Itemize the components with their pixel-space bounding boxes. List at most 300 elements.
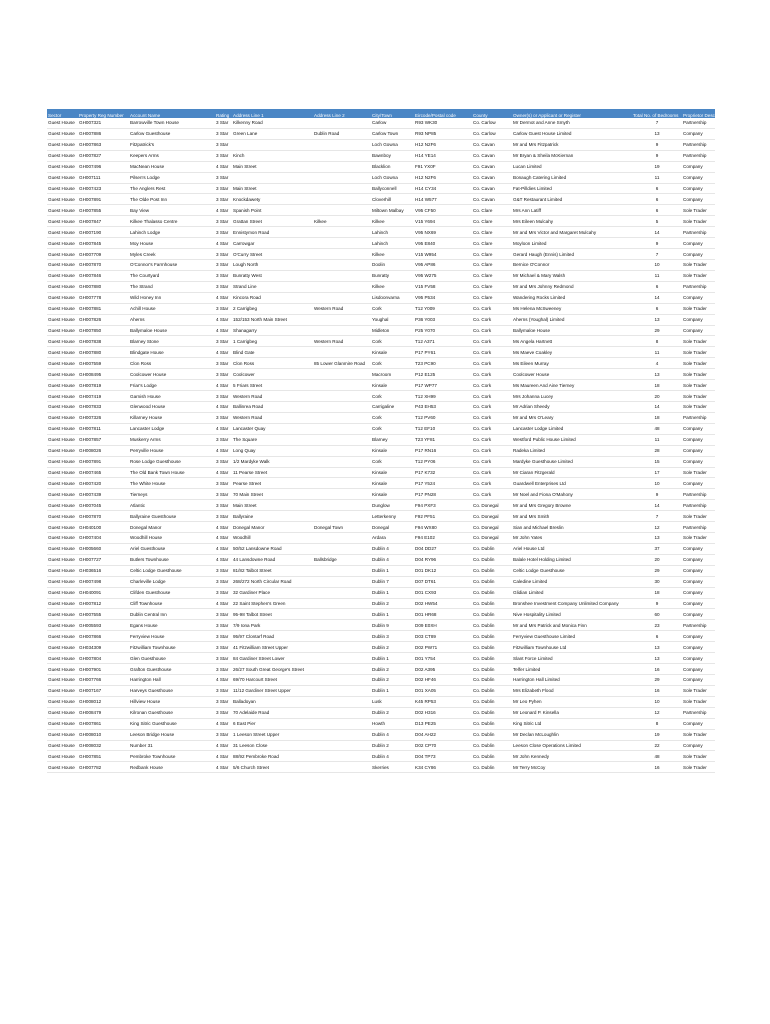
column-header-rating[interactable]: Rating <box>215 109 232 118</box>
table-row[interactable] <box>47 729 715 740</box>
table-row[interactable] <box>47 522 715 533</box>
cell-address-line-2 <box>313 434 371 445</box>
table-row[interactable] <box>47 631 715 642</box>
cell-address-line-2 <box>313 664 371 675</box>
cell-rating: 3 Star <box>215 150 232 161</box>
cell-proprietor-description: Partnership <box>682 500 715 511</box>
cell-account-name: Myles Creek <box>129 249 215 260</box>
cell-eircode-postal-code: D02 PW71 <box>414 642 472 653</box>
cell-total-no-of-bedrooms: 13 <box>632 128 682 139</box>
cell-account-name: The Strand <box>129 281 215 292</box>
cell-address-line-1: Ennistymon Road <box>232 227 313 238</box>
column-header-address-line-1[interactable]: Address Line 1 <box>232 109 313 118</box>
table-row[interactable] <box>47 194 715 205</box>
cell-county: Co. Dublin <box>472 653 512 664</box>
table-row[interactable] <box>47 139 715 150</box>
cell-address-line-2 <box>313 270 371 281</box>
cell-county: Co. Cork <box>472 369 512 380</box>
cell-owner-s-or-applicant-or-register: Mr and Mrs O'Leary <box>512 412 632 423</box>
cell-proprietor-description: Sole Trader <box>682 270 715 281</box>
cell-city-town: Dublin 9 <box>371 620 414 631</box>
cell-proprietor-description: Company <box>682 653 715 664</box>
cell-sector: Guest House <box>47 565 78 576</box>
cell-sector: Guest House <box>47 631 78 642</box>
cell-total-no-of-bedrooms: 14 <box>632 500 682 511</box>
cell-county: Co. Dublin <box>472 696 512 707</box>
cell-total-no-of-bedrooms: 11 <box>632 434 682 445</box>
cell-owner-s-or-applicant-or-register: Mr and Mrs Johnny Redmond <box>512 281 632 292</box>
cell-proprietor-description: Sole Trader <box>682 685 715 696</box>
table-row[interactable] <box>47 675 715 686</box>
table-row[interactable] <box>47 696 715 707</box>
cell-owner-s-or-applicant-or-register: Ms Helena McSweeney <box>512 303 632 314</box>
cell-account-name: Donegal Manor <box>129 522 215 533</box>
table-row[interactable] <box>47 685 715 696</box>
cell-rating: 3 Star <box>215 194 232 205</box>
cell-owner-s-or-applicant-or-register: Mrs Eileen Mulcahy <box>512 216 632 227</box>
table-row[interactable] <box>47 401 715 412</box>
cell-account-name: Ballyraine Guesthouse <box>129 511 215 522</box>
cell-property-reg-number: GH007881 <box>78 303 129 314</box>
cell-owner-s-or-applicant-or-register: Ferryview Guesthouse Limited <box>512 631 632 642</box>
cell-property-reg-number: GH007826 <box>78 314 129 325</box>
cell-total-no-of-bedrooms: 6 <box>632 281 682 292</box>
table-row[interactable] <box>47 762 715 773</box>
table-row[interactable] <box>47 434 715 445</box>
table-row[interactable] <box>47 227 715 238</box>
cell-address-line-1: 11/12 Gardiner Street Upper <box>232 685 313 696</box>
cell-total-no-of-bedrooms: 14 <box>632 227 682 238</box>
cell-proprietor-description: Partnership <box>682 281 715 292</box>
cell-account-name: The Olde Post Inn <box>129 194 215 205</box>
cell-property-reg-number: GH007419 <box>78 391 129 402</box>
cell-property-reg-number: GH007891 <box>78 456 129 467</box>
cell-county: Co. Clare <box>472 292 512 303</box>
cell-rating: 4 Star <box>215 740 232 751</box>
cell-owner-s-or-applicant-or-register: Moyloon Limited <box>512 238 632 249</box>
cell-address-line-1: O'Curry Street <box>232 249 313 260</box>
cell-rating: 4 Star <box>215 543 232 554</box>
cell-county: Co. Cork <box>472 391 512 402</box>
table-row[interactable] <box>47 391 715 402</box>
cell-account-name: Kilronan Guesthouse <box>129 707 215 718</box>
cell-city-town: Macroom <box>371 369 414 380</box>
table-row[interactable] <box>47 336 715 347</box>
cell-eircode-postal-code: V15 Y694 <box>414 216 472 227</box>
cell-address-line-2 <box>313 762 371 773</box>
cell-property-reg-number: GH008495 <box>78 369 129 380</box>
cell-rating: 4 Star <box>215 554 232 565</box>
cell-total-no-of-bedrooms: 18 <box>632 587 682 598</box>
cell-address-line-2 <box>313 707 371 718</box>
table-row[interactable] <box>47 620 715 631</box>
cell-sector: Guest House <box>47 347 78 358</box>
cell-county: Co. Clare <box>472 259 512 270</box>
cell-sector: Guest House <box>47 325 78 336</box>
cell-owner-s-or-applicant-or-register: Mr Noel and Fiona O'Mahony <box>512 489 632 500</box>
cell-city-town: Ballyconnell <box>371 183 414 194</box>
cell-eircode-postal-code: R93 NP85 <box>414 128 472 139</box>
table-row[interactable] <box>47 489 715 500</box>
cell-total-no-of-bedrooms: 18 <box>632 380 682 391</box>
column-header-total-no-of-bedrooms[interactable]: Total No. of Bedrooms <box>632 109 682 118</box>
cell-county: Co. Cavan <box>472 150 512 161</box>
cell-address-line-1: Main Street <box>232 183 313 194</box>
cell-owner-s-or-applicant-or-register: Mr and Mrs Smith <box>512 511 632 522</box>
table-row[interactable] <box>47 380 715 391</box>
cell-property-reg-number: GH007555 <box>78 609 129 620</box>
cell-total-no-of-bedrooms: 10 <box>632 696 682 707</box>
cell-account-name: The Old Bank Town House <box>129 467 215 478</box>
cell-eircode-postal-code: D01 DK12 <box>414 565 472 576</box>
cell-city-town: Kinsale <box>371 445 414 456</box>
table-row[interactable] <box>47 565 715 576</box>
table-row[interactable] <box>47 128 715 139</box>
table-row[interactable] <box>47 478 715 489</box>
cell-county: Co. Cavan <box>472 161 512 172</box>
table-row[interactable] <box>47 533 715 544</box>
cell-property-reg-number: GH007727 <box>78 554 129 565</box>
cell-property-reg-number: GH007827 <box>78 150 129 161</box>
cell-owner-s-or-applicant-or-register: Nive Hospitality Limited <box>512 609 632 620</box>
cell-sector: Guest House <box>47 598 78 609</box>
cell-rating: 3 Star <box>215 303 232 314</box>
cell-city-town: Blarney <box>371 434 414 445</box>
cell-account-name: Atlantic <box>129 500 215 511</box>
table-row[interactable] <box>47 249 715 260</box>
cell-account-name: Cliff Townhouse <box>129 598 215 609</box>
cell-sector: Guest House <box>47 401 78 412</box>
table-row[interactable] <box>47 500 715 511</box>
cell-eircode-postal-code: V95 W275 <box>414 270 472 281</box>
cell-property-reg-number: GH007709 <box>78 249 129 260</box>
cell-total-no-of-bedrooms: 20 <box>632 391 682 402</box>
cell-address-line-2 <box>313 675 371 686</box>
table-row[interactable] <box>47 543 715 554</box>
table-row[interactable] <box>47 707 715 718</box>
cell-rating: 4 Star <box>215 347 232 358</box>
cell-account-name: King Sitric Guesthouse <box>129 718 215 729</box>
cell-address-line-1: Main Street <box>232 161 313 172</box>
cell-total-no-of-bedrooms: 29 <box>632 325 682 336</box>
table-row[interactable] <box>47 642 715 653</box>
cell-proprietor-description: Sole Trader <box>682 729 715 740</box>
cell-account-name: Bay View <box>129 205 215 216</box>
cell-address-line-2 <box>313 631 371 642</box>
cell-proprietor-description: Partnership <box>682 707 715 718</box>
table-row[interactable] <box>47 751 715 762</box>
cell-address-line-1: 11 Pearse Street <box>232 467 313 478</box>
cell-proprietor-description: Company <box>682 642 715 653</box>
cell-sector: Guest House <box>47 729 78 740</box>
cell-eircode-postal-code: D04 TP73 <box>414 751 472 762</box>
cell-eircode-postal-code: P17 PY61 <box>414 347 472 358</box>
cell-address-line-1: Spanish Point <box>232 205 313 216</box>
cell-owner-s-or-applicant-or-register: Telfer Limited <box>512 664 632 675</box>
table-row[interactable] <box>47 609 715 620</box>
cell-total-no-of-bedrooms: 28 <box>632 445 682 456</box>
header-row <box>47 109 715 118</box>
table-row[interactable] <box>47 172 715 183</box>
cell-county: Co. Dublin <box>472 543 512 554</box>
cell-sector: Guest House <box>47 522 78 533</box>
cell-rating: 4 Star <box>215 445 232 456</box>
cell-county: Co. Cork <box>472 303 512 314</box>
table-row[interactable] <box>47 576 715 587</box>
cell-county: Co. Clare <box>472 281 512 292</box>
cell-total-no-of-bedrooms: 13 <box>632 533 682 544</box>
cell-address-line-2 <box>313 347 371 358</box>
cell-owner-s-or-applicant-or-register: Mr John Yates <box>512 533 632 544</box>
cell-property-reg-number: GH007465 <box>78 467 129 478</box>
cell-address-line-1: 44 Lansdowne Road <box>232 554 313 565</box>
cell-rating: 3 Star <box>215 249 232 260</box>
table-row[interactable] <box>47 423 715 434</box>
table-row[interactable] <box>47 358 715 369</box>
cell-total-no-of-bedrooms: 17 <box>632 467 682 478</box>
cell-address-line-1: Western Road <box>232 412 313 423</box>
table-row[interactable] <box>47 467 715 478</box>
table-row[interactable] <box>47 161 715 172</box>
table-row[interactable] <box>47 292 715 303</box>
table-row[interactable] <box>47 216 715 227</box>
cell-address-line-1: Kinch <box>232 150 313 161</box>
cell-eircode-postal-code: F94 PXF3 <box>414 500 472 511</box>
cell-proprietor-description: Sole Trader <box>682 696 715 707</box>
cell-owner-s-or-applicant-or-register: Mr and Mrs Victor and Margaret Mulcahy <box>512 227 632 238</box>
cell-sector: Guest House <box>47 139 78 150</box>
cell-address-line-2 <box>313 609 371 620</box>
cell-city-town: Loch Gowna <box>371 172 414 183</box>
cell-owner-s-or-applicant-or-register: Harrington Hall Limited <box>512 675 632 686</box>
cell-address-line-2 <box>313 729 371 740</box>
cell-sector: Guest House <box>47 227 78 238</box>
cell-sector: Guest House <box>47 238 78 249</box>
cell-county: Co. Cork <box>472 489 512 500</box>
cell-sector: Guest House <box>47 762 78 773</box>
cell-account-name: O'Connor's Farmhouse <box>129 259 215 270</box>
cell-rating: 3 Star <box>215 369 232 380</box>
cell-total-no-of-bedrooms: 12 <box>632 707 682 718</box>
cell-property-reg-number: GH007819 <box>78 380 129 391</box>
table-row[interactable] <box>47 303 715 314</box>
cell-city-town: Carrigaline <box>371 401 414 412</box>
table-row[interactable] <box>47 369 715 380</box>
cell-eircode-postal-code: H14 YE14 <box>414 150 472 161</box>
cell-owner-s-or-applicant-or-register: G&T Restaurant Limited <box>512 194 632 205</box>
cell-city-town: Cork <box>371 391 414 402</box>
column-header-proprietor-description[interactable]: Proprietor Description <box>682 109 715 118</box>
cell-owner-s-or-applicant-or-register: Carlow Guest House Limited <box>512 128 632 139</box>
table-row[interactable] <box>47 511 715 522</box>
cell-total-no-of-bedrooms: 16 <box>632 685 682 696</box>
cell-total-no-of-bedrooms: 29 <box>632 675 682 686</box>
cell-proprietor-description: Company <box>682 183 715 194</box>
table-row[interactable] <box>47 445 715 456</box>
cell-address-line-2: Western Road <box>313 336 371 347</box>
cell-address-line-1: Main Street <box>232 500 313 511</box>
cell-owner-s-or-applicant-or-register: Ariel House Ltd <box>512 543 632 554</box>
cell-owner-s-or-applicant-or-register: Fat-Pilldies Limited <box>512 183 632 194</box>
cell-address-line-1: 1 Carrigbeg <box>232 336 313 347</box>
table-row[interactable] <box>47 412 715 423</box>
cell-sector: Guest House <box>47 511 78 522</box>
cell-rating: 4 Star <box>215 467 232 478</box>
cell-owner-s-or-applicant-or-register: Aherns (Youghal) Limited <box>512 314 632 325</box>
cell-sector: Guest House <box>47 533 78 544</box>
cell-eircode-postal-code: H14 W577 <box>414 194 472 205</box>
cell-owner-s-or-applicant-or-register: Mr Michael & Mary Walsh <box>512 270 632 281</box>
cell-property-reg-number: GH007811 <box>78 423 129 434</box>
cell-address-line-1: 5 Friars Street <box>232 380 313 391</box>
cell-address-line-1: 70 Main Street <box>232 489 313 500</box>
column-header-account-name[interactable]: Account Name <box>129 109 215 118</box>
cell-owner-s-or-applicant-or-register: Mr Bryan & Sheila McKiernan <box>512 150 632 161</box>
cell-eircode-postal-code: D13 PE25 <box>414 718 472 729</box>
cell-eircode-postal-code: D02 H316 <box>414 707 472 718</box>
cell-owner-s-or-applicant-or-register: Guardwell Enterprises Ltd <box>512 478 632 489</box>
cell-county: Co. Dublin <box>472 729 512 740</box>
cell-city-town: Bawnboy <box>371 150 414 161</box>
table-row[interactable] <box>47 664 715 675</box>
cell-sector: Guest House <box>47 412 78 423</box>
column-header-city-town[interactable]: City/Town <box>371 109 414 118</box>
cell-county: Co. Cavan <box>472 139 512 150</box>
cell-total-no-of-bedrooms: 48 <box>632 751 682 762</box>
cell-city-town: Dublin 1 <box>371 565 414 576</box>
cell-account-name: Lahinch Lodge <box>129 227 215 238</box>
table-row[interactable] <box>47 554 715 565</box>
cell-proprietor-description: Company <box>682 314 715 325</box>
cell-county: Co. Cork <box>472 380 512 391</box>
table-row[interactable] <box>47 183 715 194</box>
cell-address-line-1: 95/97 Clontarf Road <box>232 631 313 642</box>
cell-county: Co. Dublin <box>472 576 512 587</box>
table-row[interactable] <box>47 718 715 729</box>
column-header-eircode-postal-code[interactable]: Eircode/Postal code <box>414 109 472 118</box>
cell-eircode-postal-code: H14 CY34 <box>414 183 472 194</box>
cell-county: Co. Cavan <box>472 194 512 205</box>
cell-address-line-2 <box>313 696 371 707</box>
cell-rating: 3 Star <box>215 478 232 489</box>
cell-address-line-1: 1/2 Mardyke Walk <box>232 456 313 467</box>
table-row[interactable] <box>47 347 715 358</box>
cell-account-name: Harrington Hall <box>129 675 215 686</box>
cell-rating: 3 Star <box>215 565 232 576</box>
column-header-owner-s-or-applicant-or-register[interactable]: Owner(s) or Applicant or Register <box>512 109 632 118</box>
table-row[interactable] <box>47 281 715 292</box>
table-row[interactable] <box>47 456 715 467</box>
cell-city-town: Miltown Malbay <box>371 205 414 216</box>
cell-rating: 3 Star <box>215 227 232 238</box>
cell-eircode-postal-code: P25 Y070 <box>414 325 472 336</box>
table-row[interactable] <box>47 118 715 128</box>
cell-address-line-2 <box>313 118 371 128</box>
column-header-address-line-2[interactable]: Address Line 2 <box>313 109 371 118</box>
cell-sector: Guest House <box>47 664 78 675</box>
cell-owner-s-or-applicant-or-register: Lucan Limited <box>512 161 632 172</box>
cell-county: Co. Cork <box>472 445 512 456</box>
table-row[interactable] <box>47 740 715 751</box>
cell-rating: 3 Star <box>215 511 232 522</box>
cell-eircode-postal-code: V95 AP86 <box>414 259 472 270</box>
column-header-county[interactable]: County <box>472 109 512 118</box>
cell-address-line-1: 95-98 Talbot Street <box>232 609 313 620</box>
cell-sector: Guest House <box>47 161 78 172</box>
cell-owner-s-or-applicant-or-register: Mr Ciaran Fitzgerald <box>512 467 632 478</box>
table-row[interactable] <box>47 205 715 216</box>
cell-sector: Guest House <box>47 303 78 314</box>
table-row[interactable] <box>47 150 715 161</box>
cell-rating: 3 Star <box>215 489 232 500</box>
cell-city-town: Dublin 4 <box>371 554 414 565</box>
cell-rating: 3 Star <box>215 118 232 128</box>
cell-account-name: The White House <box>129 478 215 489</box>
cell-rating: 3 Star <box>215 685 232 696</box>
cell-total-no-of-bedrooms: 48 <box>632 423 682 434</box>
cell-address-line-1: 70 Adelaide Road <box>232 707 313 718</box>
cell-owner-s-or-applicant-or-register: Lancaster Lodge Limited <box>512 423 632 434</box>
cell-county: Co. Cork <box>472 456 512 467</box>
cell-address-line-1: 32 Gardiner Place <box>232 587 313 598</box>
cell-property-reg-number: GH007870 <box>78 511 129 522</box>
cell-owner-s-or-applicant-or-register: Sian and Michael Breslin <box>512 522 632 533</box>
cell-rating: 3 Star <box>215 270 232 281</box>
cell-account-name: Ballymaloe House <box>129 325 215 336</box>
cell-eircode-postal-code: T23 YF81 <box>414 434 472 445</box>
table-row[interactable] <box>47 259 715 270</box>
cell-address-line-1: Donegal Manor <box>232 522 313 533</box>
cell-account-name: Killarney House <box>129 412 215 423</box>
cell-county: Co. Dublin <box>472 762 512 773</box>
table-row[interactable] <box>47 598 715 609</box>
table-row[interactable] <box>47 587 715 598</box>
cell-address-line-1: Bunratty West <box>232 270 313 281</box>
cell-address-line-2 <box>313 478 371 489</box>
column-header-property-reg-number[interactable]: Property Reg Number <box>78 109 129 118</box>
cell-eircode-postal-code: D04 RY96 <box>414 554 472 565</box>
cell-rating: 3 Star <box>215 259 232 270</box>
table-row[interactable] <box>47 314 715 325</box>
cell-owner-s-or-applicant-or-register: Balale Hotel Holding Limited <box>512 554 632 565</box>
table-row[interactable] <box>47 653 715 664</box>
cell-address-line-2 <box>313 489 371 500</box>
cell-county: Co. Dublin <box>472 598 512 609</box>
cell-owner-s-or-applicant-or-register: Mr Dermot and Anne Smyth <box>512 118 632 128</box>
table-row[interactable] <box>47 270 715 281</box>
cell-owner-s-or-applicant-or-register: Leeson Close Operations Limited <box>512 740 632 751</box>
cell-address-line-2: Ballsbridge <box>313 554 371 565</box>
cell-total-no-of-bedrooms: 12 <box>632 522 682 533</box>
cell-city-town: Loch Gowna <box>371 139 414 150</box>
table-row[interactable] <box>47 325 715 336</box>
cell-address-line-2 <box>313 150 371 161</box>
cell-sector: Guest House <box>47 696 78 707</box>
cell-city-town: Skerries <box>371 762 414 773</box>
cell-eircode-postal-code: T12 A371 <box>414 336 472 347</box>
cell-county: Co. Clare <box>472 216 512 227</box>
cell-proprietor-description: Company <box>682 609 715 620</box>
cell-account-name: Harveys Guesthouse <box>129 685 215 696</box>
cell-account-name: Charleville Lodge <box>129 576 215 587</box>
cell-sector: Guest House <box>47 259 78 270</box>
column-header-sector[interactable]: Sector <box>47 109 78 118</box>
cell-account-name: Lancaster Lodge <box>129 423 215 434</box>
table-row[interactable] <box>47 238 715 249</box>
cell-account-name: Kilkee Thalasso Centre <box>129 216 215 227</box>
cell-property-reg-number: GH007804 <box>78 653 129 664</box>
cell-address-line-1: 50/52 Lansdowne Road <box>232 543 313 554</box>
